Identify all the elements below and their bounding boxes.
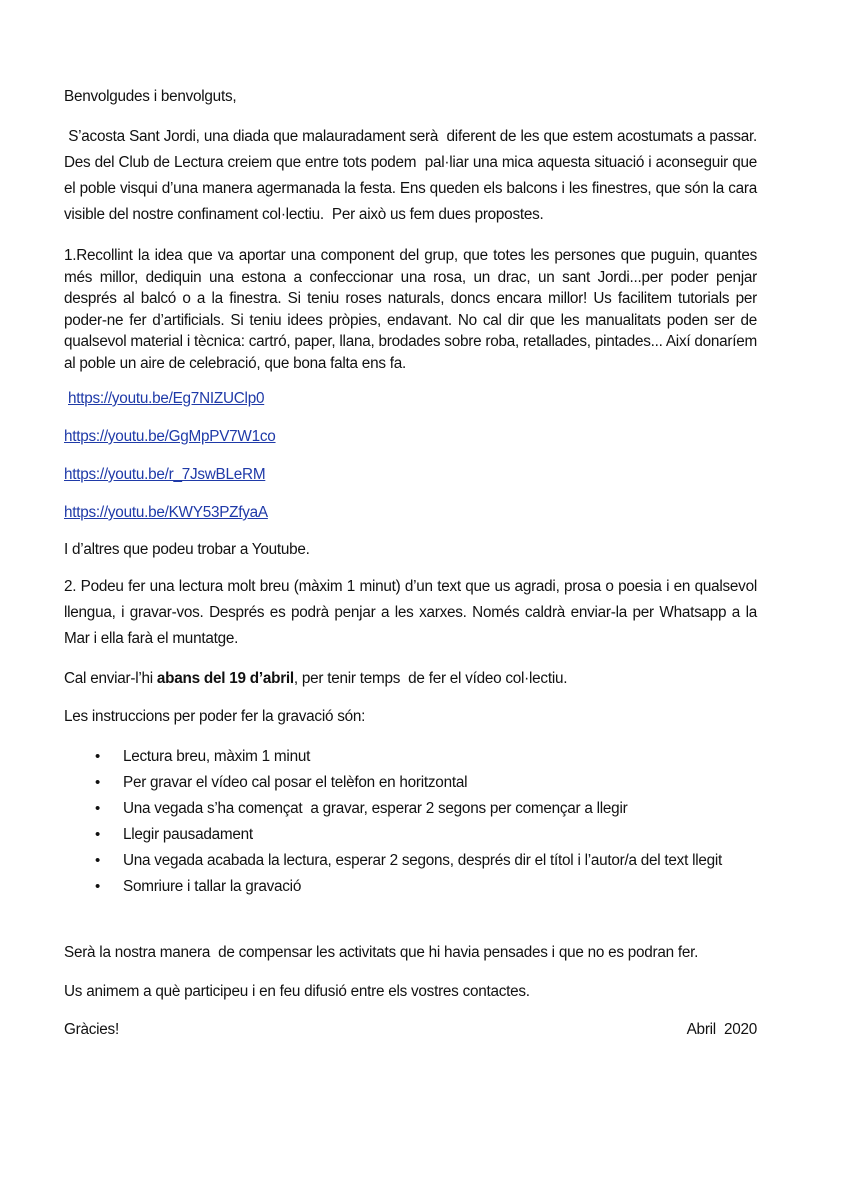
tutorial-link-3[interactable]: https://youtu.be/r_7JswBLeRM bbox=[64, 466, 266, 483]
tutorial-link-1[interactable]: https://youtu.be/Eg7NIZUClp0 bbox=[68, 390, 265, 407]
instruction-item: • Una vegada s’ha començat a gravar, esperar 2 segons per començar a llegir bbox=[95, 796, 757, 822]
greeting: Benvolgudes i benvolguts, bbox=[64, 88, 237, 105]
deadline-suffix: , per tenir temps de fer el vídeo col·lectiu. bbox=[293, 670, 568, 687]
deadline-date: abans del 19 d’abril bbox=[156, 670, 294, 687]
bullet-icon: • bbox=[95, 852, 101, 869]
tutorial-link-4[interactable]: https://youtu.be/KWY53PZfyaA bbox=[64, 504, 268, 521]
tutorial-link-2[interactable]: https://youtu.be/GgMpPV7W1co bbox=[64, 428, 276, 445]
instruction-item: • Somriure i tallar la gravació bbox=[95, 874, 757, 900]
bullet-icon: • bbox=[95, 748, 101, 765]
bullet-icon: • bbox=[95, 774, 101, 791]
proposal-1: 1.Recollint la idea que va aportar una component del grup, que totes les persones que puguin, quantes més millor, dediquin una estona a confeccionar una rosa, un drac, un sant Jordi...per poder penjar després al balcó o a la finestra. Si teniu roses naturals, doncs encara millor! Us facilitem tutorials per poder-ne fer d’artificials. Si teniu idees pròpies, endavant. No cal dir que les manualitats poden ser de qualsevol material i tècnica: cartró, paper, llana, brodades sobre roba, retallades, pintades... Així donaríem al poble un aire de celebració, que bona falta ens fa. bbox=[64, 247, 757, 372]
deadline bbox=[64, 668, 757, 690]
bullet-icon: • bbox=[95, 878, 101, 895]
bullet-icon: • bbox=[95, 826, 101, 843]
signature-row bbox=[64, 1019, 757, 1041]
instruction-item: • Lectura breu, màxim 1 minut bbox=[95, 744, 757, 770]
letter bbox=[64, 86, 762, 1041]
tutorial-links bbox=[64, 388, 757, 524]
instructions-list bbox=[64, 744, 757, 900]
instruction-item: • Una vegada acabada la lectura, esperar 2 segons, després dir el títol i l’autor/a del text llegit bbox=[95, 848, 757, 874]
bullet-icon: • bbox=[95, 800, 101, 817]
instruction-item: • Llegir pausadament bbox=[95, 822, 757, 848]
date: Abril 2020 bbox=[686, 1021, 757, 1038]
instructions-heading: Les instruccions per poder fer la gravació són: bbox=[64, 708, 366, 725]
proposal-2: 2. Podeu fer una lectura molt breu (màxim 1 minut) d’un text que us agradi, prosa o poesia i en qualsevol llengua, i gravar-vos. Després es podrà penjar a les xarxes. Només caldrà enviar-la per Whatsapp a la Mar i ella farà el muntatge. bbox=[64, 578, 757, 647]
thanks: Gràcies! bbox=[64, 1021, 119, 1038]
intro-paragraph: S’acosta Sant Jordi, una diada que malauradament serà diferent de les que estem acostumats a passar. Des del Club de Lectura creiem que entre tots podem pal·liar una mica aquesta situació i aconseguir que el poble visqui d’una manera agermanada la festa. Ens queden els balcons i les finestres, que són la cara visible del nostre confinament col·lectiu. Per això us fem dues propostes. bbox=[64, 128, 762, 223]
instruction-item: • Per gravar el vídeo cal posar el telèfon en horitzontal bbox=[95, 770, 757, 796]
closing-paragraph: Serà la nostra manera de compensar les activitats que hi havia pensades i que no es podran fer. bbox=[64, 944, 699, 961]
links-note: I d’altres que podeu trobar a Youtube. bbox=[64, 541, 310, 558]
deadline-prefix: Cal enviar-l’hi bbox=[64, 670, 157, 687]
encouragement: Us animem a què participeu i en feu difusió entre els vostres contactes. bbox=[64, 983, 530, 1000]
